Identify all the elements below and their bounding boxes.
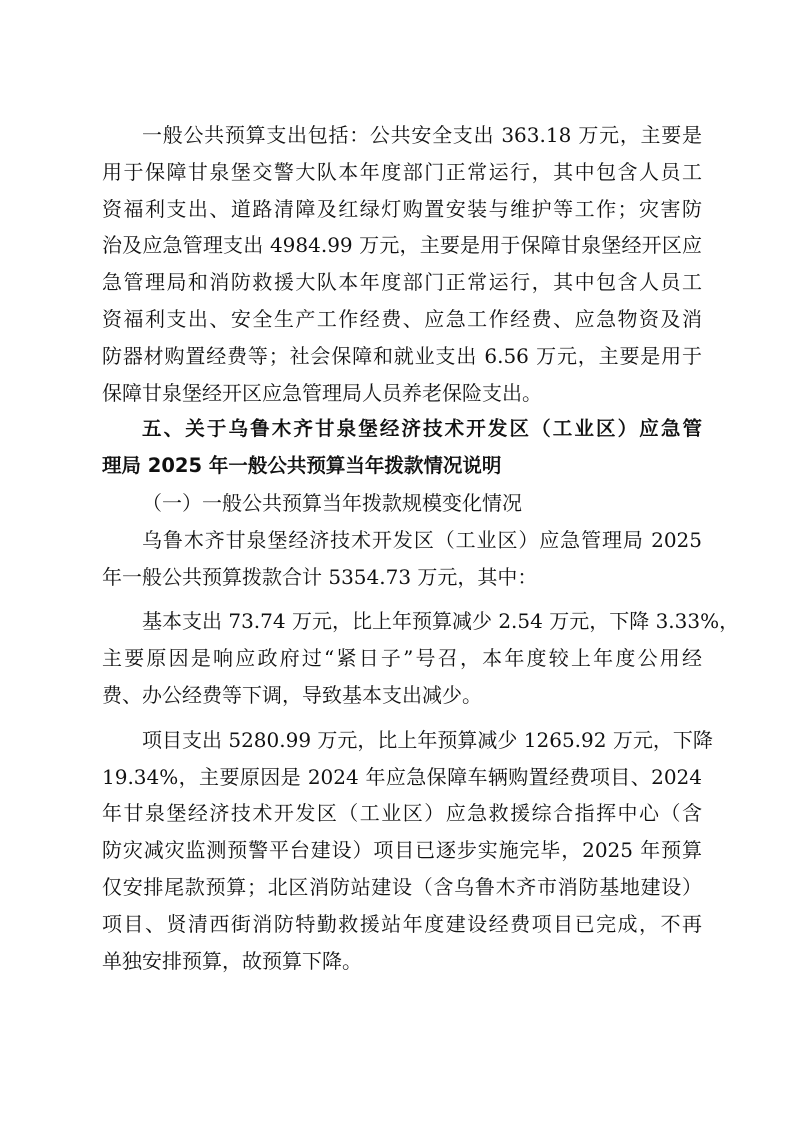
paragraph-basic-expenditure xyxy=(102,603,740,713)
text-line: 用于保障甘泉堡交警大队本年度部门正常运行，其中包含人员工 xyxy=(102,159,702,184)
text-line: 主要原因是响应政府过“紧日子”号召，本年度较上年度公用经 xyxy=(102,646,702,671)
text-line: 一般公共预算支出包括：公共安全支出 363.18 万元，主要是 xyxy=(142,123,702,147)
paragraph-total-appropriation xyxy=(102,522,702,596)
text-line: 资福利支出、安全生产工作经费、应急工作经费、应急物资及消 xyxy=(102,306,702,331)
text-line: 年一般公共预算拨款合计 5354.73 万元，其中： xyxy=(102,564,538,589)
text-line: 单独安排预算，故预算下降。 xyxy=(102,948,362,973)
paragraph-project-expenditure xyxy=(102,722,713,980)
text-line: 保障甘泉堡经开区应急管理局人员养老保险支出。 xyxy=(102,380,542,405)
section-heading-line: 五、关于乌鲁木齐甘泉堡经济技术开发区（工业区）应急管 xyxy=(142,417,702,441)
paragraph-public-budget-expenditure xyxy=(102,117,702,411)
text-line: 治及应急管理支出 4984.99 万元，主要是用于保障甘泉堡经开区应 xyxy=(102,233,702,258)
text-line: 仅安排尾款预算；北区消防站建设（含乌鲁木齐市消防基地建设） xyxy=(102,874,702,899)
text-line: 项目、贤清西街消防特勤救援站年度建设经费项目已完成，不再 xyxy=(102,911,702,936)
subsection-heading xyxy=(102,485,702,522)
text-line: 防灾减灾监测预警平台建设）项目已逐步实施完毕，2025 年预算 xyxy=(102,838,702,863)
text-line: 19.34%，主要原因是 2024 年应急保障车辆购置经费项目、2024 xyxy=(102,764,702,789)
text-line: 项目支出 5280.99 万元，比上年预算减少 1265.92 万元，下降 xyxy=(142,727,713,752)
text-line: 费、办公经费等下调，导致基本支出减少。 xyxy=(102,682,482,707)
text-line: 乌鲁木齐甘泉堡经济技术开发区（工业区）应急管理局 2025 xyxy=(142,527,702,552)
section-heading-line: 理局 2025 年一般公共预算当年拨款情况说明 xyxy=(102,454,502,478)
text-line: 年甘泉堡经济技术开发区（工业区）应急救援综合指挥中心（含 xyxy=(102,801,702,826)
text-line: 基本支出 73.74 万元，比上年预算减少 2.54 万元，下降 3.33%， xyxy=(142,609,740,634)
document-body xyxy=(102,117,740,979)
text-line: 资福利支出、道路清障及红绿灯购置安装与维护等工作；灾害防 xyxy=(102,196,702,221)
text-line: 防器材购置经费等；社会保障和就业支出 6.56 万元，主要是用于 xyxy=(102,343,702,368)
text-line: 急管理局和消防救援大队本年度部门正常运行，其中包含人员工 xyxy=(102,270,702,295)
section-heading xyxy=(102,411,702,485)
subsection-heading-line: （一）一般公共预算当年拨款规模变化情况 xyxy=(142,490,522,515)
